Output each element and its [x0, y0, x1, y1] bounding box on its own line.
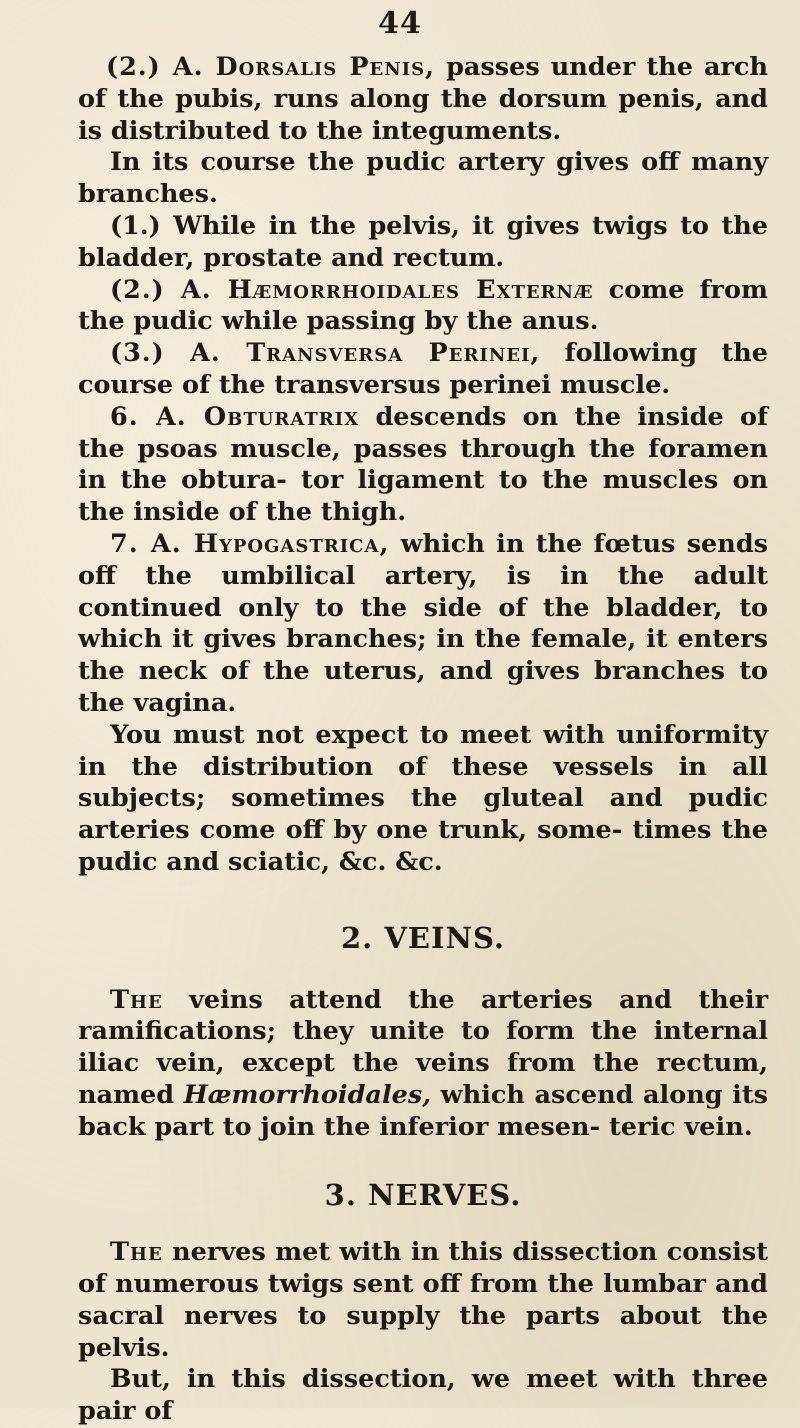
- term-transversa-perinei: (3.) A. Transversa Perinei,: [110, 338, 541, 369]
- paragraph-nerves-continued: [78, 1364, 768, 1428]
- page-number: 44: [378, 6, 422, 41]
- paragraph-text: which in the fœtus sends off the umbilical artery, is in the adult continued only to the side of the bladder, to which it gives branches; in the female, it enters the neck of the uterus, and gives branches to the vagina.: [78, 528, 768, 718]
- paragraph-text: You must not expect to meet with uniformity in the distribution of these vessels in all subjects; sometimes the gluteal and pudic arteries come off by one trunk, some- times the pudic and sciatic, &c. &c.: [78, 719, 768, 877]
- paragraph-text: (1.) While in the pelvis, it gives twigs to the bladder, prostate and rectum.: [78, 210, 768, 273]
- paragraph-text: veins attend the arteries and their ramifications; they unite to form the internal iliac vein, except the veins from the rectum, named: [78, 984, 768, 1110]
- paragraph-text: In its course the pudic artery gives off many branches.: [78, 147, 768, 210]
- paragraph-text: nerves met with in this dissection consist of numerous twigs sent off from the lumbar and sacral nerves to supply the parts about the pelvis.: [78, 1237, 768, 1363]
- paragraph-veins: [78, 985, 768, 1144]
- paragraph-haemorrhoidales: [78, 275, 768, 339]
- paragraph-transversa-perinei: [78, 338, 768, 402]
- section-heading-veins: 2. VEINS.: [340, 920, 506, 955]
- page-body: [78, 52, 768, 1428]
- term-obturatrix: 6. A. Obturatrix: [110, 401, 360, 432]
- paragraph-pudic-branches: [78, 147, 768, 211]
- lead-word: The: [110, 984, 163, 1015]
- term-hypogastrica: 7. A. Hypogastrica,: [110, 528, 390, 559]
- term-haemorrhoidales: (2.) A. Hæmorrhoidales Externæ: [110, 274, 594, 305]
- paragraph-nerves: [78, 1237, 768, 1364]
- paragraph-uniformity: [78, 720, 768, 879]
- paragraph-text: following the course of the transversus perinei muscle.: [78, 338, 768, 400]
- italic-term: Hæmorrhoidales,: [183, 1079, 432, 1110]
- paragraph-obturatrix: [78, 402, 768, 529]
- paragraph-pelvis-twigs: [78, 211, 768, 275]
- paragraph-text: come from the pudic while passing by the anus.: [78, 274, 768, 337]
- paragraph-hypogastrica: [78, 529, 768, 720]
- paragraph-dorsalis-penis: [78, 52, 768, 147]
- section-heading-nerves: 3. NERVES.: [324, 1177, 522, 1212]
- paragraph-text: which ascend along its back part to join the inferior mesen- teric vein.: [78, 1079, 768, 1142]
- paragraph-text: But, in this dissection, we meet with three pair of: [78, 1364, 768, 1427]
- lead-word: The: [110, 1237, 163, 1268]
- term-dorsalis-penis: (2.) A. Dorsalis Penis,: [106, 52, 436, 82]
- paragraph-text: passes under the arch of the pubis, runs along the dorsum penis, and is distributed to the integuments.: [78, 52, 769, 146]
- paragraph-text: descends on the inside of the psoas muscle, passes through the foramen in the obtura- tor ligament to the muscles on the inside of the thigh.: [78, 401, 768, 528]
